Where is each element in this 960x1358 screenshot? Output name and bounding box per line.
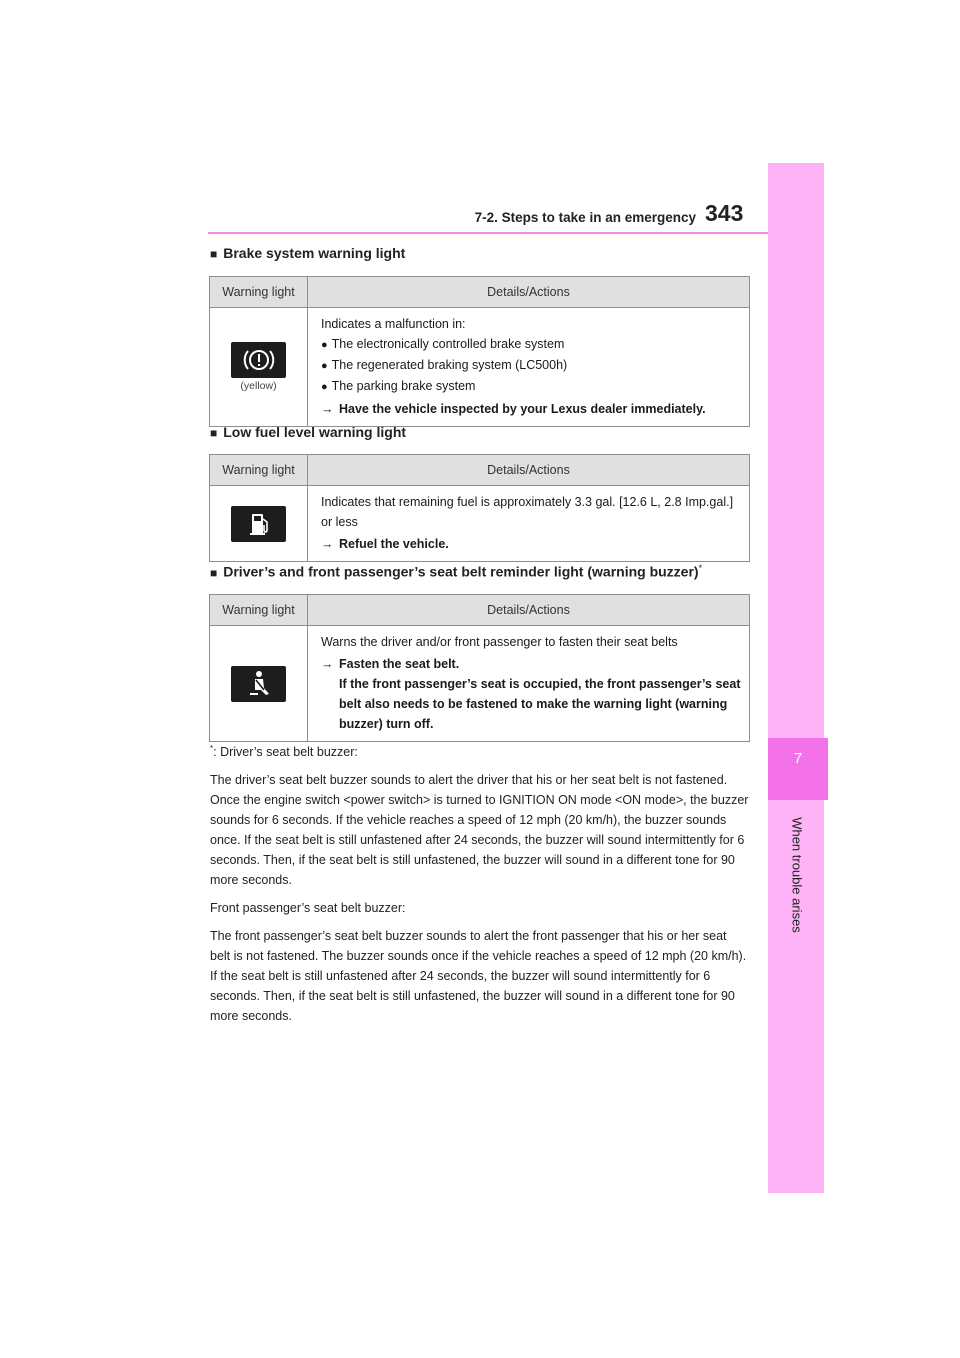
brake-warning-icon [231,342,286,378]
details-text: Indicates that remaining fuel is approximately 3.3 gal. [12.6 L, 2.8 Imp.gal.] or less [321,495,734,529]
action-text: → Have the vehicle inspected by your Lexus dealer immediately. [321,399,743,419]
warning-light-cell [210,626,308,742]
table-header-row [210,595,750,626]
details-cell [308,486,750,562]
footnote: *: Driver’s seat belt buzzer: [210,744,358,760]
list-item: ● The electronically controlled brake system [321,334,743,355]
page-number: 343 [705,200,744,226]
driver-buzzer-paragraph: The driver’s seat belt buzzer sounds to alert the driver that his or her seat belt is not fastened. Once the engine switch <power switch> is turned to IGNITION ON mode <ON mode>, the buzzer sounds for 6 seconds. If the vehicle reaches a speed of 12 mph (20 km/h), the buzzer sounds once. If the seat belt is still unfastened after 24 seconds, the buzzer will sound intermittently for 6 seconds. Then, if the seat belt is still unfastened, the buzzer will sound in a different tone for 90 more seconds. [210,773,749,888]
action-text: → Fasten the seat belt. [321,654,743,674]
details-text: Warns the driver and/or front passenger to fasten their seat belts [321,635,678,649]
arrow-icon: → [321,402,334,416]
header-divider [208,232,768,234]
fuel-pump-icon [231,506,286,542]
warning-light-cell [210,308,308,427]
seatbelt-warning-table [209,594,750,742]
action-detail-text: If the front passenger’s seat is occupied, the front passenger’s seat belt also needs to be fastened to make the warning light (warning buzzer) turn off. [339,677,741,731]
table-row [210,626,750,742]
col-details: Details/Actions [308,277,750,308]
footnote-marker: * [210,744,214,753]
fuel-section-title: ■ Low fuel level warning light [210,424,407,440]
square-bullet-icon: ■ [210,426,218,440]
section-title: 7-2. Steps to take in an emergency [474,210,696,225]
footnote-marker: * [698,563,703,573]
arrow-icon: → [321,657,334,671]
chapter-side-tab [768,163,824,1193]
warning-light-cell [210,486,308,562]
table-header-row [210,277,750,308]
details-intro: Indicates a malfunction in: [321,317,466,331]
col-warning-light: Warning light [210,455,308,486]
square-bullet-icon: ■ [210,247,218,261]
details-cell [308,626,750,742]
chapter-title-label [771,805,823,945]
arrow-icon: → [321,537,334,551]
notes-section [210,739,750,1034]
action-text: → Refuel the vehicle. [321,534,743,554]
table-row [210,486,750,562]
chapter-number-tab [768,738,828,800]
fuel-warning-table [209,454,750,562]
seatbelt-icon [231,666,286,702]
chapter-number: 7 [793,750,803,767]
col-details: Details/Actions [308,455,750,486]
col-warning-light: Warning light [210,277,308,308]
table-header-row [210,455,750,486]
col-warning-light: Warning light [210,595,308,626]
table-row [210,308,750,427]
seatbelt-section-title: ■ Driver’s and front passenger’s seat belt reminder light (warning buzzer)* [210,563,703,580]
icon-color-caption: (yellow) [240,380,277,392]
brake-section-title: ■ Brake system warning light [210,245,406,261]
col-details: Details/Actions [308,595,750,626]
chapter-title: When trouble arises [789,817,805,933]
brake-warning-table [209,276,750,427]
list-item: ● The regenerated braking system (LC500h) [321,355,743,376]
square-bullet-icon: ■ [210,565,218,580]
list-item: ● The parking brake system [321,376,743,397]
passenger-buzzer-paragraph: The front passenger’s seat belt buzzer sounds to alert the front passenger that his or her seat belt is not fastened. The buzzer sounds once if the vehicle reaches a speed of 12 mph (20 km/h). If the seat belt is still unfastened after 24 seconds, the buzzer will sound intermittently for 6 seconds. Then, if the seat belt is still unfastened, the buzzer will sound in a different tone for 90 more seconds. [210,929,747,1024]
details-cell [308,308,750,427]
passenger-buzzer-heading: Front passenger’s seat belt buzzer: [210,901,406,916]
